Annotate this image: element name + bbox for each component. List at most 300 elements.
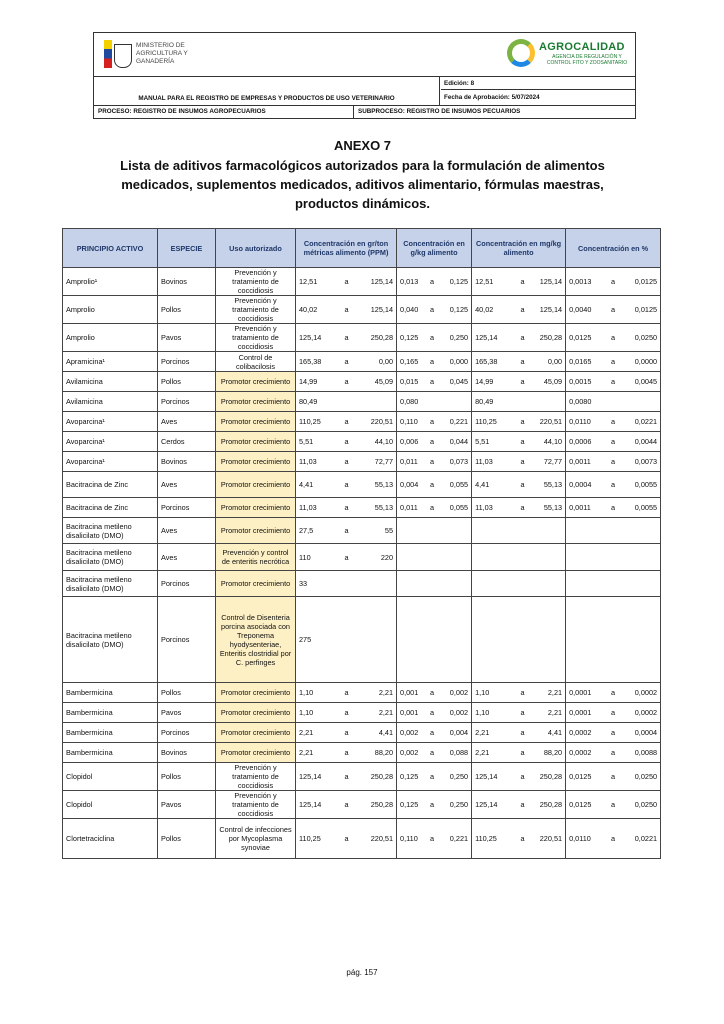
cell-mgkg-sep: a [512, 819, 534, 859]
cell-pct-min: 0,0165 [566, 352, 607, 372]
cell-ppm-min: 110,25 [296, 819, 336, 859]
cell-gkg-sep: a [426, 268, 439, 296]
cell-especie: Pavos [158, 324, 216, 352]
cell-pct-sep: a [607, 723, 620, 743]
cell-mgkg-max: 2,21 [534, 703, 566, 723]
cell-pct-max: 0,0221 [620, 412, 661, 432]
divider [353, 106, 354, 118]
cell-mgkg-max: 72,77 [534, 452, 566, 472]
cell-uso: Prevención y tratamiento de coccidiosis [216, 763, 296, 791]
cell-especie: Aves [158, 544, 216, 571]
cell-pct-min: 0,0110 [566, 412, 607, 432]
cell-uso: Promotor crecimiento [216, 372, 296, 392]
cell-uso: Promotor crecimiento [216, 571, 296, 597]
cell-ppm-sep: a [336, 683, 358, 703]
cell-principio: Amprolio [63, 296, 158, 324]
cell-gkg-sep: a [426, 432, 439, 452]
cell-ppm-sep: a [336, 372, 358, 392]
cell-uso: Control de infecciones por Mycoplasma synoviae [216, 819, 296, 859]
cell-ppm-max: 2,21 [358, 683, 397, 703]
table-row [63, 452, 661, 472]
cell-mgkg-min: 2,21 [472, 743, 512, 763]
cell-pct-max: 0,0002 [620, 703, 661, 723]
cell-mgkg-sep: a [512, 683, 534, 703]
cell-pct-sep: a [607, 703, 620, 723]
table-row [63, 518, 661, 544]
cell-pct-min: 0,0006 [566, 432, 607, 452]
cell-principio: Bacitracina metileno disalicilato (DMO) [63, 544, 158, 571]
cell-mgkg-min: 40,02 [472, 296, 512, 324]
table-row [63, 763, 661, 791]
agrocalidad-emblem-icon [507, 39, 535, 67]
cell-ppm-min: 125,14 [296, 324, 336, 352]
cell-pct-sep: a [607, 324, 620, 352]
cell-mgkg-max: 125,14 [534, 296, 566, 324]
cell-pct-max: 0,0088 [620, 743, 661, 763]
cell-pct-sep: a [607, 432, 620, 452]
cell-mgkg-sep: a [512, 763, 534, 791]
edition: Edición: 8 [441, 77, 635, 90]
table-row [63, 819, 661, 859]
cell-gkg-sep [426, 544, 439, 571]
cell-ppm-max: 125,14 [358, 268, 397, 296]
cell-ppm-max: 250,28 [358, 791, 397, 819]
cell-gkg-max: 0,250 [439, 324, 472, 352]
cell-ppm-max: 55,13 [358, 498, 397, 518]
table-row [63, 571, 661, 597]
cell-mgkg-sep: a [512, 412, 534, 432]
cell-especie: Pollos [158, 763, 216, 791]
cell-gkg-sep [426, 597, 439, 683]
cell-mgkg-min [472, 571, 512, 597]
cell-principio: Bambermicina [63, 743, 158, 763]
cell-especie: Aves [158, 412, 216, 432]
cell-mgkg-min: 2,21 [472, 723, 512, 743]
cell-ppm-max: 88,20 [358, 743, 397, 763]
cell-ppm-max: 250,28 [358, 763, 397, 791]
table-row [63, 352, 661, 372]
cell-mgkg-sep: a [512, 703, 534, 723]
cell-gkg-max: 0,044 [439, 432, 472, 452]
cell-gkg-sep: a [426, 791, 439, 819]
cell-gkg-max: 0,002 [439, 683, 472, 703]
cell-pct-sep: a [607, 296, 620, 324]
cell-ppm-min: 1,10 [296, 703, 336, 723]
cell-gkg-min [397, 597, 426, 683]
cell-ppm-sep: a [336, 518, 358, 544]
cell-mgkg-min: 1,10 [472, 683, 512, 703]
cell-pct-min: 0,0015 [566, 372, 607, 392]
cell-uso: Control de colibacilosis [216, 352, 296, 372]
manual-title: MANUAL PARA EL REGISTRO DE EMPRESAS Y PRODUCTOS DE USO VETERINARIO [94, 77, 440, 105]
cell-pct-sep: a [607, 498, 620, 518]
table-row [63, 544, 661, 571]
cell-especie: Bovinos [158, 268, 216, 296]
document-header [93, 32, 636, 119]
cell-mgkg-max: 55,13 [534, 472, 566, 498]
cell-gkg-sep: a [426, 324, 439, 352]
cell-mgkg-min: 5,51 [472, 432, 512, 452]
cell-especie: Pollos [158, 683, 216, 703]
cell-principio: Bambermicina [63, 683, 158, 703]
cell-uso: Prevención y tratamiento de coccidiosis [216, 268, 296, 296]
cell-gkg-min: 0,013 [397, 268, 426, 296]
cell-especie: Aves [158, 518, 216, 544]
cell-gkg-min: 0,110 [397, 412, 426, 432]
cell-pct-sep: a [607, 763, 620, 791]
cell-pct-max: 0,0044 [620, 432, 661, 452]
cell-pct-sep: a [607, 268, 620, 296]
cell-ppm-min: 27,5 [296, 518, 336, 544]
process-label: PROCESO: REGISTRO DE INSUMOS AGROPECUARIOS [98, 108, 266, 115]
cell-mgkg-min: 11,03 [472, 498, 512, 518]
cell-gkg-sep: a [426, 296, 439, 324]
cell-gkg-min [397, 571, 426, 597]
cell-ppm-max [358, 392, 397, 412]
table-row [63, 498, 661, 518]
cell-pct-sep: a [607, 412, 620, 432]
cell-gkg-min: 0,001 [397, 703, 426, 723]
cell-ppm-min: 2,21 [296, 723, 336, 743]
cell-pct-sep: a [607, 743, 620, 763]
cell-gkg-sep [426, 518, 439, 544]
cell-pct-sep [607, 597, 620, 683]
cell-pct-max: 0,0250 [620, 791, 661, 819]
cell-pct-max: 0,0221 [620, 819, 661, 859]
cell-ppm-max: 55,13 [358, 472, 397, 498]
cell-mgkg-max: 250,28 [534, 791, 566, 819]
cell-ppm-sep [336, 597, 358, 683]
cell-especie: Bovinos [158, 743, 216, 763]
cell-uso: Prevención y control de enteritis necrótica [216, 544, 296, 571]
agrocalidad-logo [507, 37, 627, 73]
cell-gkg-sep: a [426, 452, 439, 472]
cell-gkg-max: 0,250 [439, 763, 472, 791]
cell-ppm-max: 2,21 [358, 703, 397, 723]
cell-pct-max: 0,0250 [620, 324, 661, 352]
cell-especie: Pollos [158, 296, 216, 324]
cell-especie: Porcinos [158, 571, 216, 597]
cell-gkg-max [439, 571, 472, 597]
cell-principio: Bacitracina metileno disalicilato (DMO) [63, 597, 158, 683]
cell-mgkg-sep: a [512, 432, 534, 452]
cell-ppm-min: 275 [296, 597, 336, 683]
agrocalidad-logo-sub: AGENCIA DE REGULACIÓN Y CONTROL FITO Y ZOOSANITARIO [546, 54, 628, 66]
cell-gkg-max: 0,073 [439, 452, 472, 472]
cell-gkg-sep: a [426, 498, 439, 518]
cell-principio: Avilamicina [63, 392, 158, 412]
cell-gkg-max [439, 544, 472, 571]
cell-mgkg-min: 125,14 [472, 324, 512, 352]
table-body [63, 268, 661, 859]
cell-mgkg-max: 88,20 [534, 743, 566, 763]
cell-especie: Porcinos [158, 723, 216, 743]
cell-mgkg-max [534, 518, 566, 544]
table-row [63, 723, 661, 743]
cell-ppm-sep [336, 571, 358, 597]
cell-gkg-sep: a [426, 703, 439, 723]
cell-mgkg-min: 125,14 [472, 791, 512, 819]
cell-principio: Avoparcina¹ [63, 412, 158, 432]
ministry-logo-text: MINISTERIO DE AGRICULTURA Y GANADERÍA [136, 42, 188, 65]
cell-mgkg-sep: a [512, 452, 534, 472]
cell-ppm-min: 5,51 [296, 432, 336, 452]
cell-mgkg-sep: a [512, 498, 534, 518]
cell-uso: Promotor crecimiento [216, 498, 296, 518]
cell-pct-sep: a [607, 683, 620, 703]
cell-uso: Prevención y tratamiento de coccidiosis [216, 296, 296, 324]
cell-especie: Aves [158, 472, 216, 498]
cell-principio: Avoparcina¹ [63, 452, 158, 472]
cell-mgkg-sep: a [512, 324, 534, 352]
cell-ppm-min: 1,10 [296, 683, 336, 703]
approval-date: Fecha de Aprobación: 5/07/2024 [444, 94, 540, 101]
cell-pct-sep: a [607, 352, 620, 372]
cell-ppm-max: 0,00 [358, 352, 397, 372]
col-especie: ESPECIE [158, 229, 216, 268]
cell-mgkg-min: 4,41 [472, 472, 512, 498]
cell-uso: Promotor crecimiento [216, 743, 296, 763]
cell-pct-max: 0,0073 [620, 452, 661, 472]
cell-uso: Promotor crecimiento [216, 452, 296, 472]
cell-gkg-min: 0,002 [397, 743, 426, 763]
cell-ppm-max: 55 [358, 518, 397, 544]
cell-principio: Bacitracina metileno disalicilato (DMO) [63, 518, 158, 544]
cell-uso: Promotor crecimiento [216, 723, 296, 743]
cell-ppm-sep: a [336, 324, 358, 352]
cell-principio: Bambermicina [63, 723, 158, 743]
col-mgkg: Concentración en mg/kg alimento [472, 229, 566, 268]
cell-pct-max: 0,0045 [620, 372, 661, 392]
cell-mgkg-max: 0,00 [534, 352, 566, 372]
cell-gkg-sep: a [426, 819, 439, 859]
cell-gkg-min: 0,006 [397, 432, 426, 452]
cell-mgkg-min: 110,25 [472, 412, 512, 432]
cell-ppm-max: 220,51 [358, 412, 397, 432]
cell-ppm-sep: a [336, 452, 358, 472]
cell-mgkg-max: 220,51 [534, 412, 566, 432]
table-row [63, 472, 661, 498]
cell-ppm-sep: a [336, 498, 358, 518]
cell-mgkg-max [534, 392, 566, 412]
cell-ppm-max: 125,14 [358, 296, 397, 324]
cell-principio: Clortetraciclina [63, 819, 158, 859]
cell-gkg-min: 0,001 [397, 683, 426, 703]
cell-uso: Prevención y tratamiento de coccidiosis [216, 324, 296, 352]
cell-ppm-max [358, 597, 397, 683]
cell-mgkg-max: 4,41 [534, 723, 566, 743]
cell-gkg-max: 0,221 [439, 412, 472, 432]
cell-pct-min: 0,0011 [566, 452, 607, 472]
table-row [63, 324, 661, 352]
cell-pct-sep: a [607, 372, 620, 392]
cell-pct-min: 0,0011 [566, 498, 607, 518]
cell-pct-sep: a [607, 452, 620, 472]
cell-mgkg-sep: a [512, 296, 534, 324]
cell-mgkg-max: 44,10 [534, 432, 566, 452]
cell-ppm-max: 45,09 [358, 372, 397, 392]
cell-pct-max: 0,0004 [620, 723, 661, 743]
cell-pct-min [566, 518, 607, 544]
cell-pct-max: 0,0000 [620, 352, 661, 372]
cell-especie: Porcinos [158, 597, 216, 683]
cell-gkg-max: 0,055 [439, 472, 472, 498]
cell-gkg-max: 0,221 [439, 819, 472, 859]
col-principio: PRINCIPIO ACTIVO [63, 229, 158, 268]
cell-gkg-min [397, 544, 426, 571]
col-gkg: Concentración en g/kg alimento [397, 229, 472, 268]
cell-ppm-sep: a [336, 819, 358, 859]
ministry-logo [104, 38, 224, 72]
cell-pct-min [566, 544, 607, 571]
col-pct: Concentración en % [566, 229, 661, 268]
cell-principio: Bambermicina [63, 703, 158, 723]
cell-pct-max: 0,0250 [620, 763, 661, 791]
cell-ppm-min: 165,38 [296, 352, 336, 372]
cell-gkg-min: 0,015 [397, 372, 426, 392]
cell-gkg-max: 0,002 [439, 703, 472, 723]
cell-pct-sep [607, 571, 620, 597]
cell-mgkg-sep [512, 392, 534, 412]
cell-pct-max [620, 392, 661, 412]
cell-pct-min: 0,0001 [566, 683, 607, 703]
cell-especie: Porcinos [158, 352, 216, 372]
cell-gkg-min: 0,125 [397, 791, 426, 819]
cell-ppm-sep: a [336, 268, 358, 296]
table-row [63, 791, 661, 819]
cell-gkg-min: 0,040 [397, 296, 426, 324]
cell-pct-max [620, 518, 661, 544]
cell-gkg-max: 0,088 [439, 743, 472, 763]
cell-ppm-min: 40,02 [296, 296, 336, 324]
cell-especie: Pollos [158, 819, 216, 859]
cell-pct-max: 0,0125 [620, 296, 661, 324]
cell-especie: Pavos [158, 791, 216, 819]
cell-ppm-min: 33 [296, 571, 336, 597]
cell-pct-min: 0,0013 [566, 268, 607, 296]
cell-mgkg-max: 2,21 [534, 683, 566, 703]
cell-uso: Promotor crecimiento [216, 703, 296, 723]
cell-pct-sep [607, 544, 620, 571]
cell-mgkg-min: 165,38 [472, 352, 512, 372]
cell-ppm-min: 11,03 [296, 452, 336, 472]
cell-mgkg-max: 55,13 [534, 498, 566, 518]
cell-mgkg-max: 250,28 [534, 324, 566, 352]
cell-principio: Clopidol [63, 763, 158, 791]
cell-mgkg-sep: a [512, 791, 534, 819]
cell-ppm-min: 11,03 [296, 498, 336, 518]
cell-gkg-min: 0,165 [397, 352, 426, 372]
cell-principio: Avilamicina [63, 372, 158, 392]
cell-mgkg-max [534, 597, 566, 683]
cell-mgkg-min [472, 518, 512, 544]
cell-ppm-min: 2,21 [296, 743, 336, 763]
cell-gkg-sep: a [426, 683, 439, 703]
cell-uso: Promotor crecimiento [216, 392, 296, 412]
cell-gkg-sep: a [426, 472, 439, 498]
subprocess-label: SUBPROCESO: REGISTRO DE INSUMOS PECUARIOS [358, 108, 521, 115]
cell-pct-min: 0,0110 [566, 819, 607, 859]
cell-mgkg-min: 1,10 [472, 703, 512, 723]
cell-uso: Prevención y tratamiento de coccidiosis [216, 791, 296, 819]
cell-ppm-min: 125,14 [296, 791, 336, 819]
cell-gkg-min: 0,110 [397, 819, 426, 859]
cell-pct-sep [607, 518, 620, 544]
cell-ppm-min: 80,49 [296, 392, 336, 412]
cell-gkg-max: 0,004 [439, 723, 472, 743]
cell-pct-min: 0,0040 [566, 296, 607, 324]
cell-gkg-max: 0,125 [439, 296, 472, 324]
cell-mgkg-min: 110,25 [472, 819, 512, 859]
col-ppm: Concentración en gr/ton métricas alimento (PPM) [296, 229, 397, 268]
cell-mgkg-min: 125,14 [472, 763, 512, 791]
table-row [63, 296, 661, 324]
cell-pct-max: 0,0125 [620, 268, 661, 296]
cell-gkg-max: 0,250 [439, 791, 472, 819]
cell-gkg-sep: a [426, 763, 439, 791]
cell-ppm-min: 110,25 [296, 412, 336, 432]
cell-uso: Promotor crecimiento [216, 472, 296, 498]
cell-ppm-max: 220,51 [358, 819, 397, 859]
cell-uso: Promotor crecimiento [216, 412, 296, 432]
cell-pct-min: 0,0080 [566, 392, 607, 412]
cell-ppm-max: 250,28 [358, 324, 397, 352]
cell-mgkg-min: 11,03 [472, 452, 512, 472]
cell-mgkg-min [472, 544, 512, 571]
cell-principio: Bacitracina de Zinc [63, 498, 158, 518]
cell-mgkg-sep: a [512, 743, 534, 763]
table-row [63, 268, 661, 296]
cell-especie: Pollos [158, 372, 216, 392]
table-header-row [63, 229, 661, 268]
cell-mgkg-sep [512, 518, 534, 544]
cell-gkg-min: 0,004 [397, 472, 426, 498]
cell-gkg-min: 0,125 [397, 324, 426, 352]
cell-uso: Promotor crecimiento [216, 518, 296, 544]
table-row [63, 597, 661, 683]
cell-mgkg-sep [512, 571, 534, 597]
cell-principio: Apramicina¹ [63, 352, 158, 372]
cell-ppm-sep: a [336, 743, 358, 763]
cell-principio: Bacitracina metileno disalicilato (DMO) [63, 571, 158, 597]
cell-gkg-sep [426, 392, 439, 412]
cell-principio: Amprolio¹ [63, 268, 158, 296]
cell-pct-max: 0,0002 [620, 683, 661, 703]
cell-ppm-sep: a [336, 723, 358, 743]
additives-table [62, 228, 661, 859]
flag-icon [104, 40, 112, 68]
cell-uso: Control de Disenteria porcina asociada con Treponema hyodysenteriae, Enteritis clostridial por C. perfinges [216, 597, 296, 683]
cell-principio: Avoparcina¹ [63, 432, 158, 452]
cell-pct-min [566, 597, 607, 683]
cell-gkg-sep: a [426, 743, 439, 763]
cell-mgkg-max: 45,09 [534, 372, 566, 392]
cell-pct-min [566, 571, 607, 597]
cell-gkg-max [439, 597, 472, 683]
cell-gkg-min: 0,002 [397, 723, 426, 743]
cell-gkg-min: 0,080 [397, 392, 426, 412]
cell-ppm-sep: a [336, 412, 358, 432]
table-row [63, 432, 661, 452]
header-process-row [94, 106, 635, 118]
cell-pct-sep: a [607, 791, 620, 819]
table-row [63, 392, 661, 412]
cell-pct-min: 0,0002 [566, 743, 607, 763]
cell-uso: Promotor crecimiento [216, 683, 296, 703]
cell-pct-max [620, 571, 661, 597]
table-row [63, 703, 661, 723]
cell-mgkg-min [472, 597, 512, 683]
